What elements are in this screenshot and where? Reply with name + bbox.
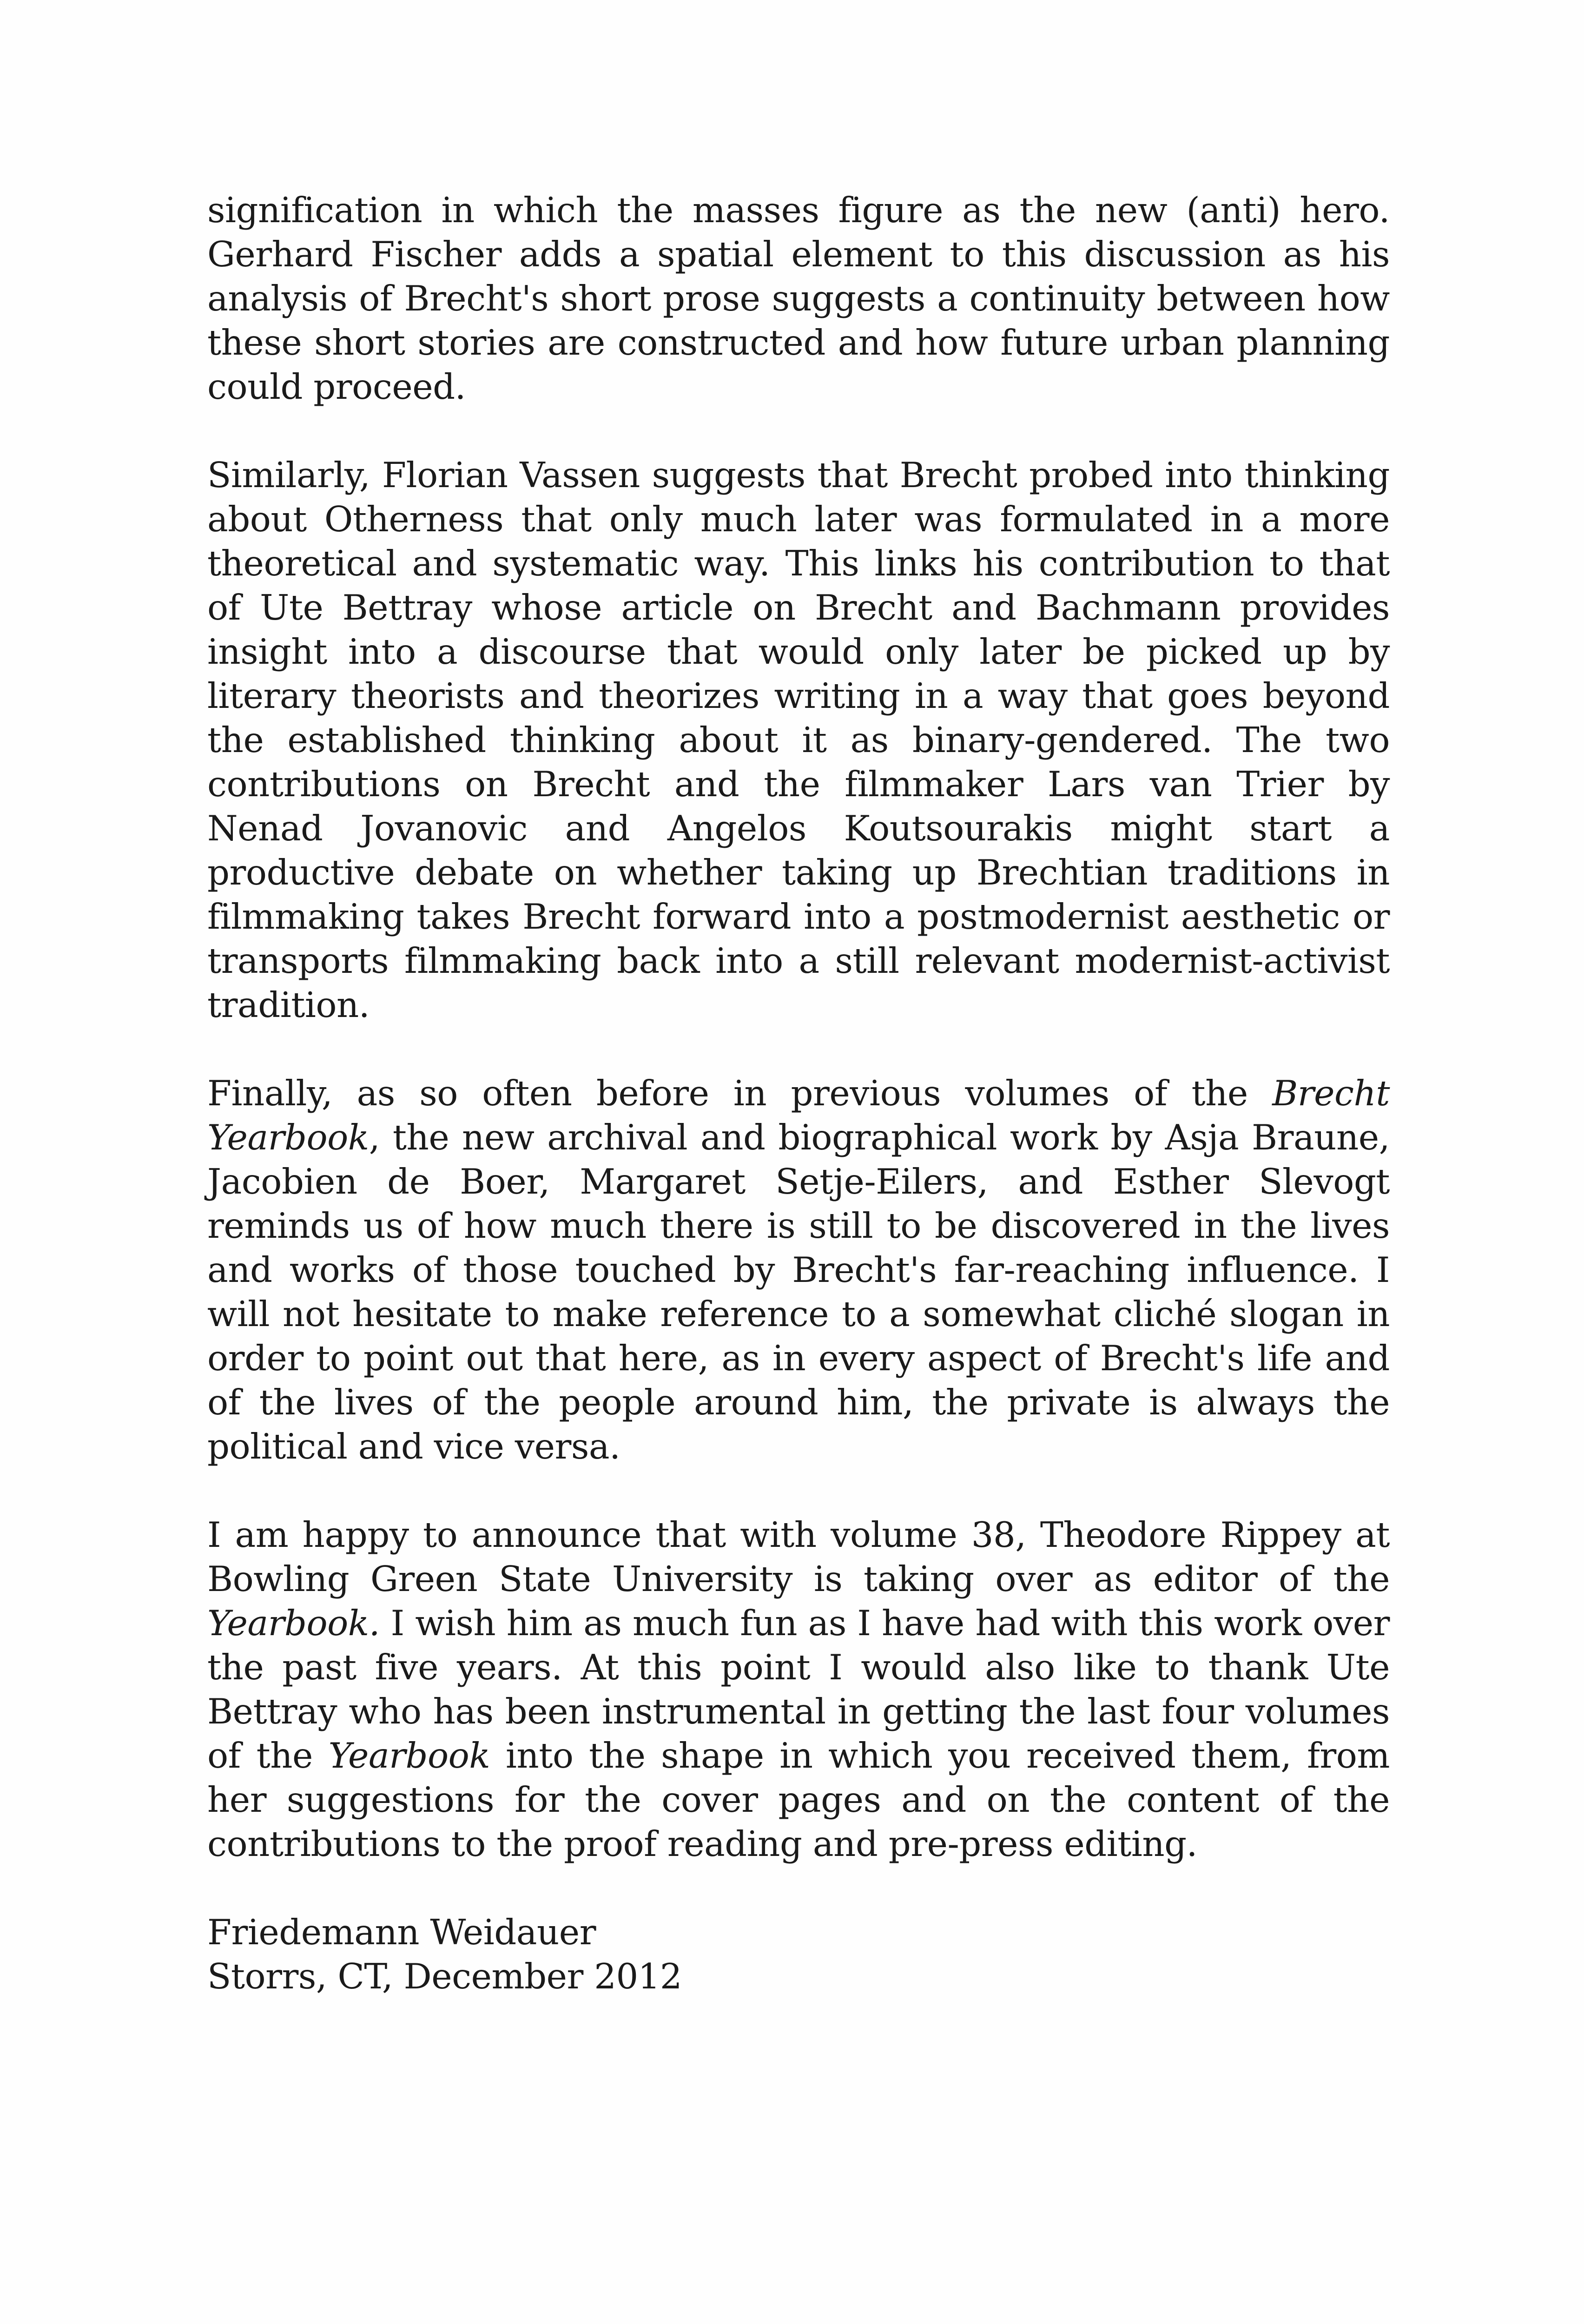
paragraph-2: [207, 453, 1390, 1027]
signature-place-date: Storrs, CT, December 2012: [207, 1956, 682, 1997]
signature-block: [207, 1910, 1390, 1999]
paragraph-3-text-b: , the new archival and biographical work by Asja Braune, Jacobien de Boer, Margaret Setje-Eilers, and Esther Slevogt reminds us of how much there is still to be discovered in the lives and works of those touched by Brecht's far-reaching influence. I will not hesitate to make reference to a somewhat cliché slogan in order to point out that here, as in every aspect of Brecht's life and of the lives of the people around him, the private is always the political and vice versa.: [207, 1117, 1390, 1467]
signature-name: Friedemann Weidauer: [207, 1912, 596, 1953]
body-text: [207, 188, 1390, 1999]
paragraph-4: [207, 1513, 1390, 1866]
paragraph-4-title-italic-1: Yearbook.: [207, 1603, 380, 1644]
paragraph-3: [207, 1071, 1390, 1469]
paragraph-4-text-a: I am happy to announce that with volume 38, Theodore Rippey at Bowling Green State University is taking over as editor of the: [207, 1514, 1390, 1599]
paragraph-3-title-italic: Brecht Yearbook: [207, 1073, 1390, 1158]
paragraph-4-title-italic-2: Yearbook: [328, 1735, 490, 1776]
paragraph-1: [207, 188, 1390, 409]
paragraph-2-text: Similarly, Florian Vassen suggests that Brecht probed into thinking about Otherness that only much later was formulated in a more theoretical and systematic way. This links his contribution to that of Ute Bettray whose article on Brecht and Bachmann provides insight into a discourse that would only later be picked up by literary theorists and theorizes writing in a way that goes beyond the established thinking about it as binary-gendered. The two contributions on Brecht and the filmmaker Lars van Trier by Nenad Jovanovic and Angelos Koutsourakis might start a productive debate on whether taking up Brechtian traditions in filmmaking takes Brecht forward into a postmodernist aesthetic or transports filmmaking back into a still relevant modernist-activist tradition.: [207, 455, 1390, 1025]
paragraph-1-text: signification in which the masses figure as the new (anti) hero. Gerhard Fischer adds a spatial element to this discussion as his analysis of Brecht's short prose suggests a continuity between how these short stories are constructed and how future urban planning could proceed.: [207, 190, 1390, 407]
paragraph-4-text-c: into the shape in which you received them, from her suggestions for the cover pages and on the content of the contributions to the proof reading and pre-press editing.: [207, 1735, 1390, 1864]
paragraph-3-text-a: Finally, as so often before in previous volumes of the: [207, 1073, 1273, 1114]
paragraph-4-text-b: I wish him as much fun as I have had with this work over the past five years. At this point I would also like to thank Ute Bettray who has been instrumental in getting the last four volumes of the: [207, 1603, 1390, 1776]
